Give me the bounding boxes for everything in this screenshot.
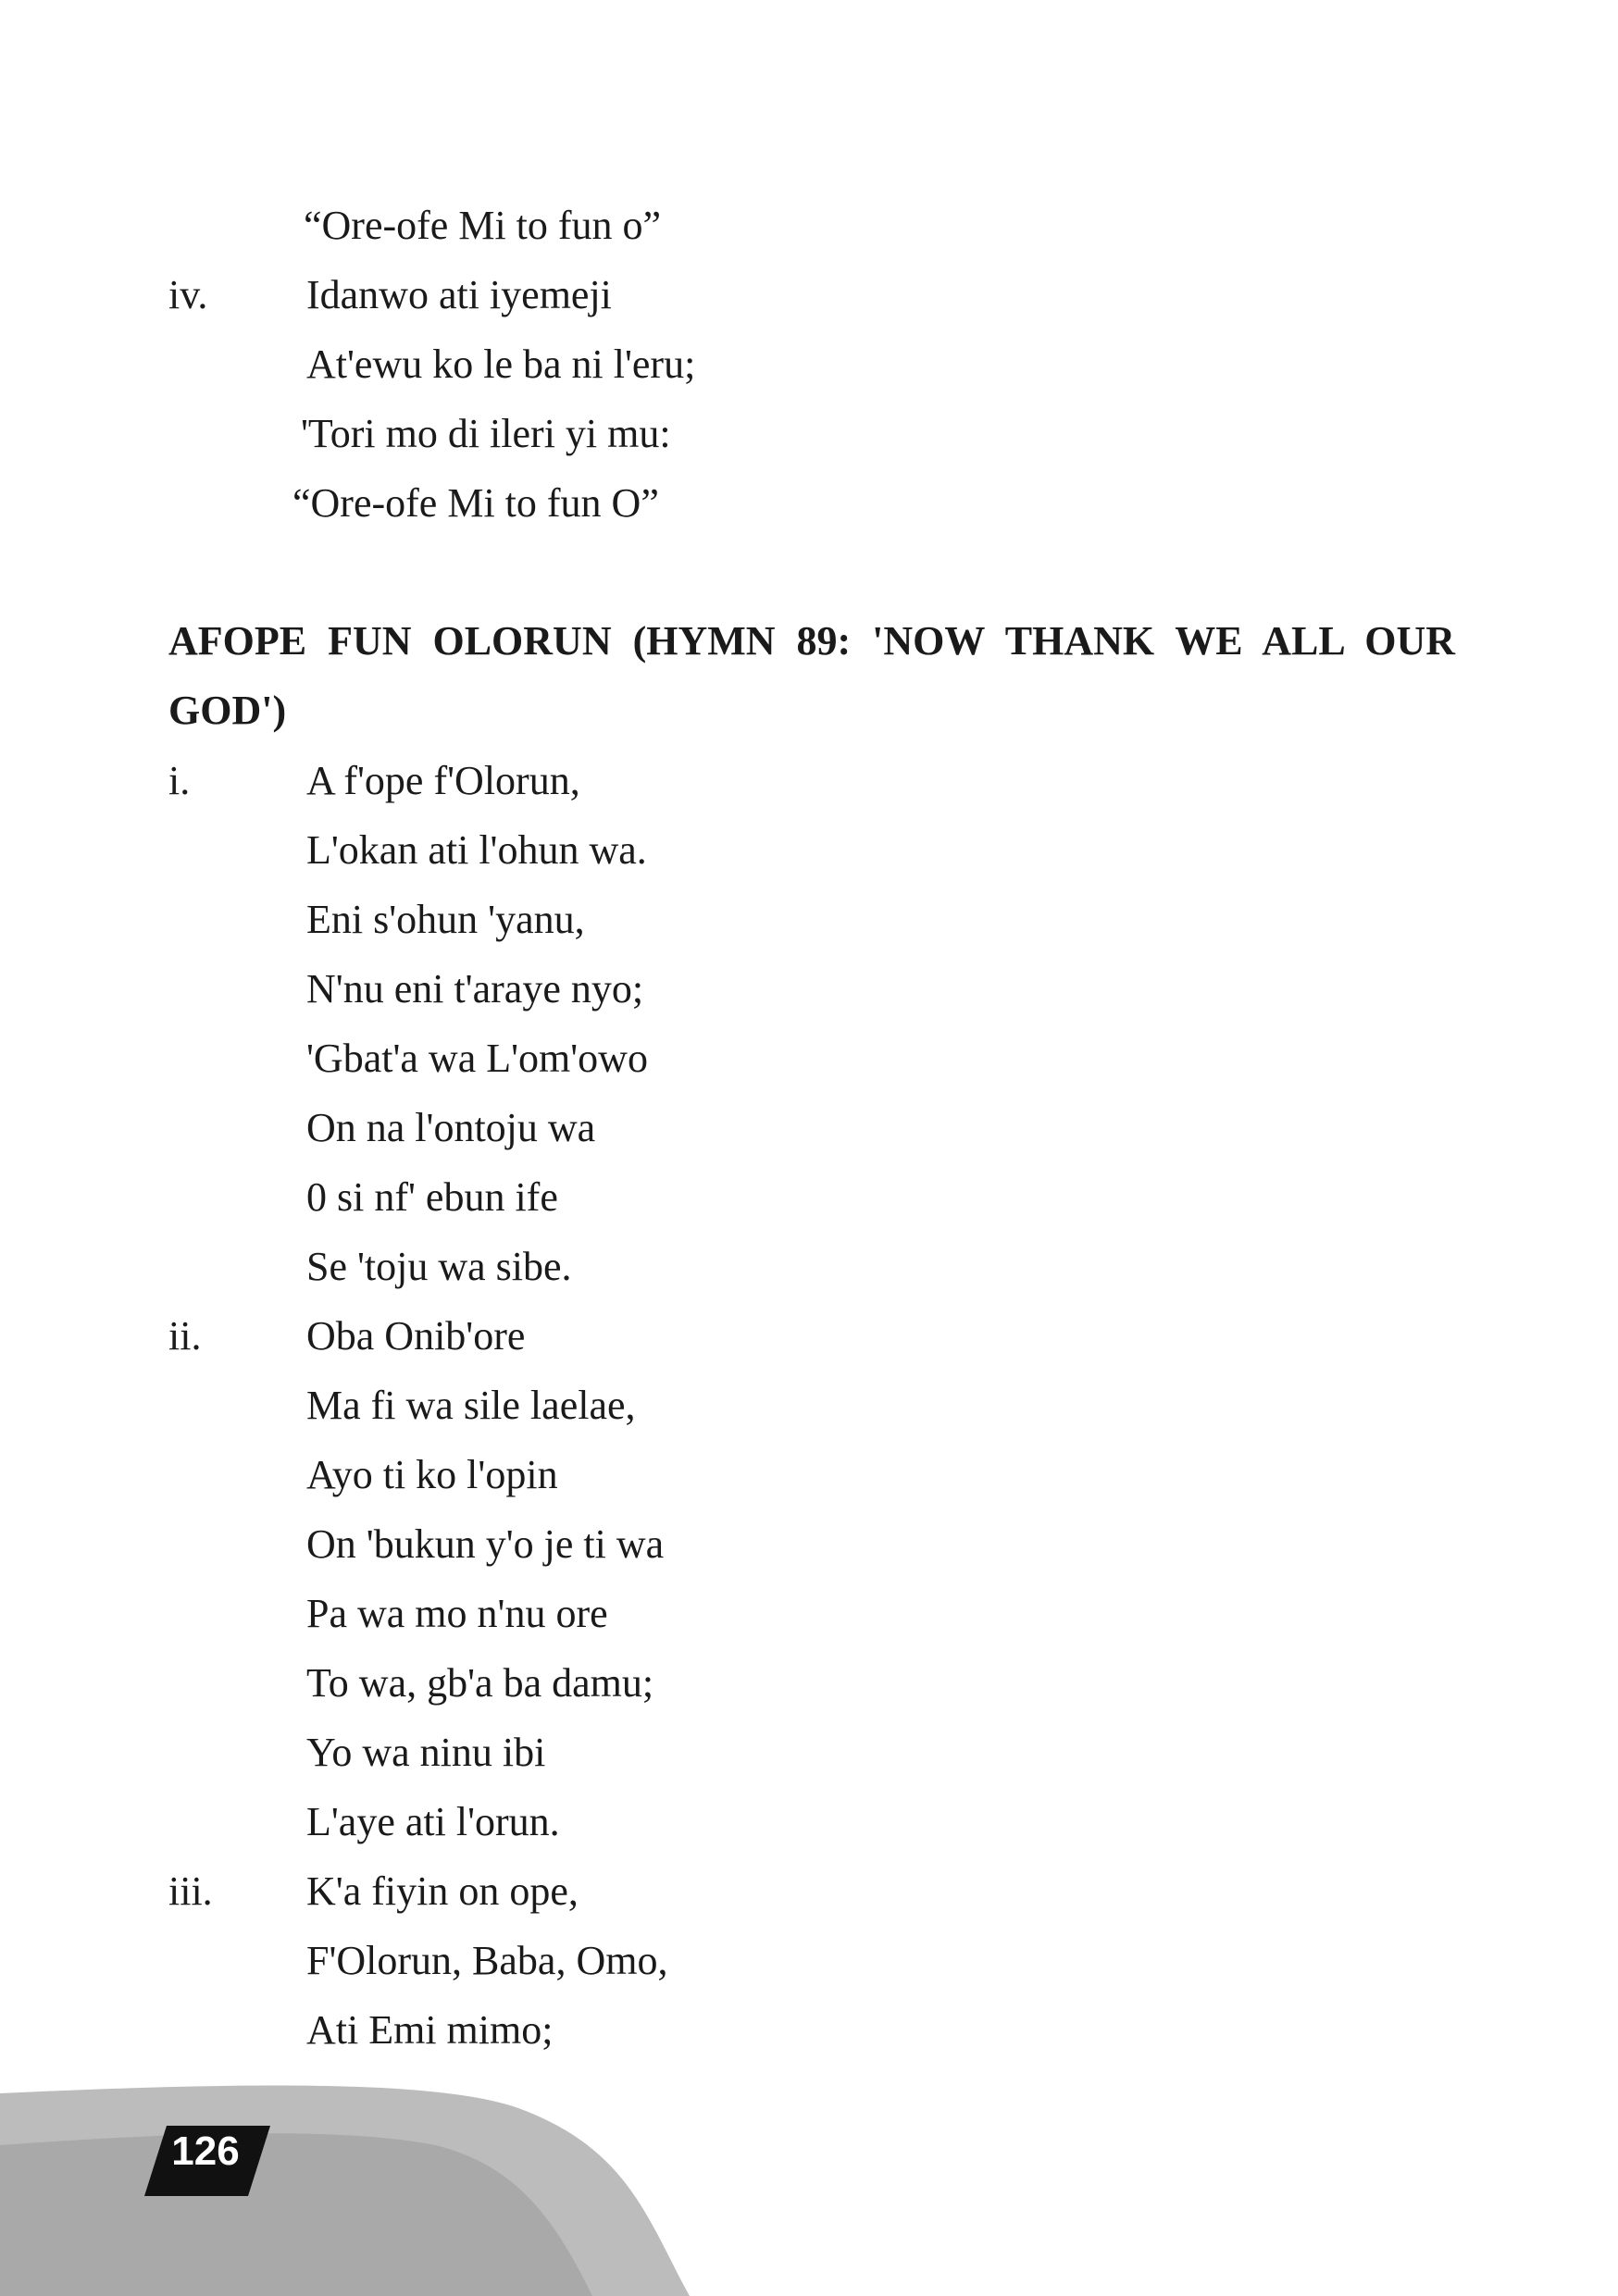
hymn-title: AFOPE FUN OLORUN (HYMN 89: 'NOW THANK WE ALL OUR GOD') [168,618,1455,733]
verse-line: On 'bukun y'o je ti wa [306,1521,665,1567]
verse-line: On na l'ontoju wa [306,1105,596,1150]
verse-line: K'a fiyin on ope, [306,1868,579,1914]
verse-line: N'nu eni t'araye nyo; [306,966,644,1011]
verse-number: iii. [168,1868,213,1914]
verse-line: F'Olorun, Baba, Omo, [306,1938,668,1983]
verse-line: “Ore-ofe Mi to fun o” [304,203,662,248]
verse-line: 'Gbat'a wa L'om'owo [306,1036,648,1081]
verse-line: Ati Emi mimo; [306,2007,554,2053]
page-number: 126 [171,2128,240,2174]
verse-line: Ayo ti ko l'opin [306,1452,558,1497]
verse-line: To wa, gb'a ba damu; [306,1660,654,1706]
verse-line: Yo wa ninu ibi [306,1730,546,1775]
verse-line: Se 'toju wa sibe. [306,1244,572,1289]
verse-line: “Ore-ofe Mi to fun O” [292,480,659,526]
verse-line: 'Tori mo di ileri yi mu: [301,411,671,456]
verse-number: iv. [168,272,208,317]
verse-line: Oba Onib'ore [306,1313,526,1359]
verse-line: Eni s'ohun 'yanu, [306,897,585,942]
verse-line: Ma fi wa sile laelae, [306,1383,636,1428]
verse-line: Idanwo ati iyemeji [306,272,612,317]
verse-line: L'aye ati l'orun. [306,1799,560,1844]
verse-line: A f'ope f'Olorun, [306,758,580,803]
verse-line: At'ewu ko le ba ni l'eru; [306,341,696,387]
verse-line: Pa wa mo n'nu ore [306,1591,608,1636]
verse-line: 0 si nf' ebun ife [306,1174,558,1220]
verse-line: L'okan ati l'ohun wa. [306,827,647,873]
verse-number: ii. [168,1313,202,1359]
verse-number: i. [168,758,191,803]
